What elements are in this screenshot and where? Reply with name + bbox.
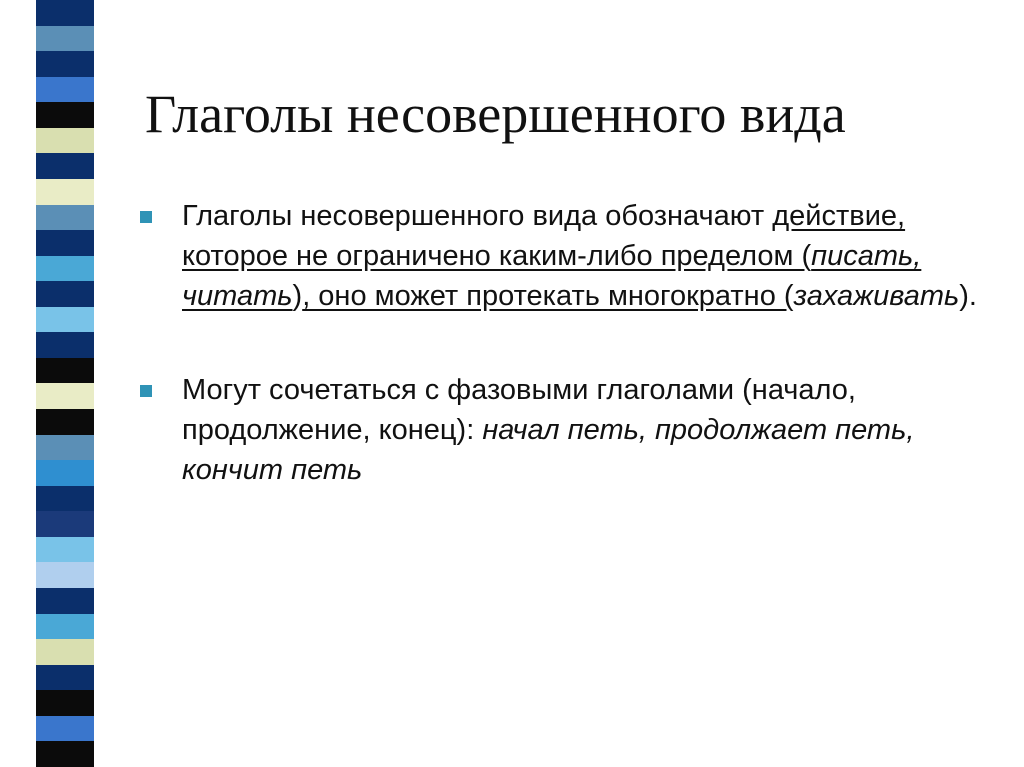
square-bullet-icon <box>140 211 152 223</box>
square-bullet-icon <box>140 385 152 397</box>
stripe-segment <box>36 307 94 333</box>
stripe-segment <box>36 0 94 26</box>
bullet-text-segment: , оно может протекать многократно ( <box>302 280 794 312</box>
stripe-segment <box>36 102 94 128</box>
bullet-example-italic: писать, читать <box>182 240 922 312</box>
stripe-segment <box>36 230 94 256</box>
stripe-segment <box>36 358 94 384</box>
stripe-segment <box>36 51 94 77</box>
stripe-segment <box>36 665 94 691</box>
slide-title: Глаголы несовершенного вида <box>145 84 846 144</box>
stripe-segment <box>36 639 94 665</box>
stripe-segment <box>36 256 94 282</box>
stripe-segment <box>36 614 94 640</box>
bullet-item <box>140 370 980 490</box>
stripe-segment <box>36 486 94 512</box>
stripe-segment <box>36 537 94 563</box>
bullet-example-italic: начал петь, продолжает петь, кончит петь <box>182 414 915 486</box>
stripe-segment <box>36 435 94 461</box>
stripe-segment <box>36 741 94 767</box>
bullet-text-segment: действие, которое не ограничено каким-либо пределом ( <box>182 200 906 272</box>
stripe-segment <box>36 409 94 435</box>
stripe-segment <box>36 383 94 409</box>
stripe-segment <box>36 511 94 537</box>
stripe-segment <box>36 128 94 154</box>
bullet-list <box>140 196 980 490</box>
stripe-segment <box>36 205 94 231</box>
stripe-segment <box>36 716 94 742</box>
stripe-segment <box>36 690 94 716</box>
stripe-segment <box>36 460 94 486</box>
bullet-text-segment: ). <box>959 280 977 312</box>
bullet-text-segment: Могут сочетаться с фазовыми глаголами (начало, продолжение, конец): <box>182 374 856 446</box>
stripe-segment <box>36 332 94 358</box>
bullet-example-italic: захаживать <box>793 280 960 312</box>
bullet-item <box>140 196 980 316</box>
stripe-segment <box>36 562 94 588</box>
stripe-segment <box>36 77 94 103</box>
stripe-segment <box>36 179 94 205</box>
decorative-stripe-bar <box>36 0 94 767</box>
stripe-segment <box>36 281 94 307</box>
bullet-text-segment: ) <box>292 280 303 312</box>
stripe-segment <box>36 588 94 614</box>
bullet-text-segment: Глаголы несовершенного вида обозначают <box>182 200 773 232</box>
stripe-segment <box>36 26 94 52</box>
stripe-segment <box>36 153 94 179</box>
